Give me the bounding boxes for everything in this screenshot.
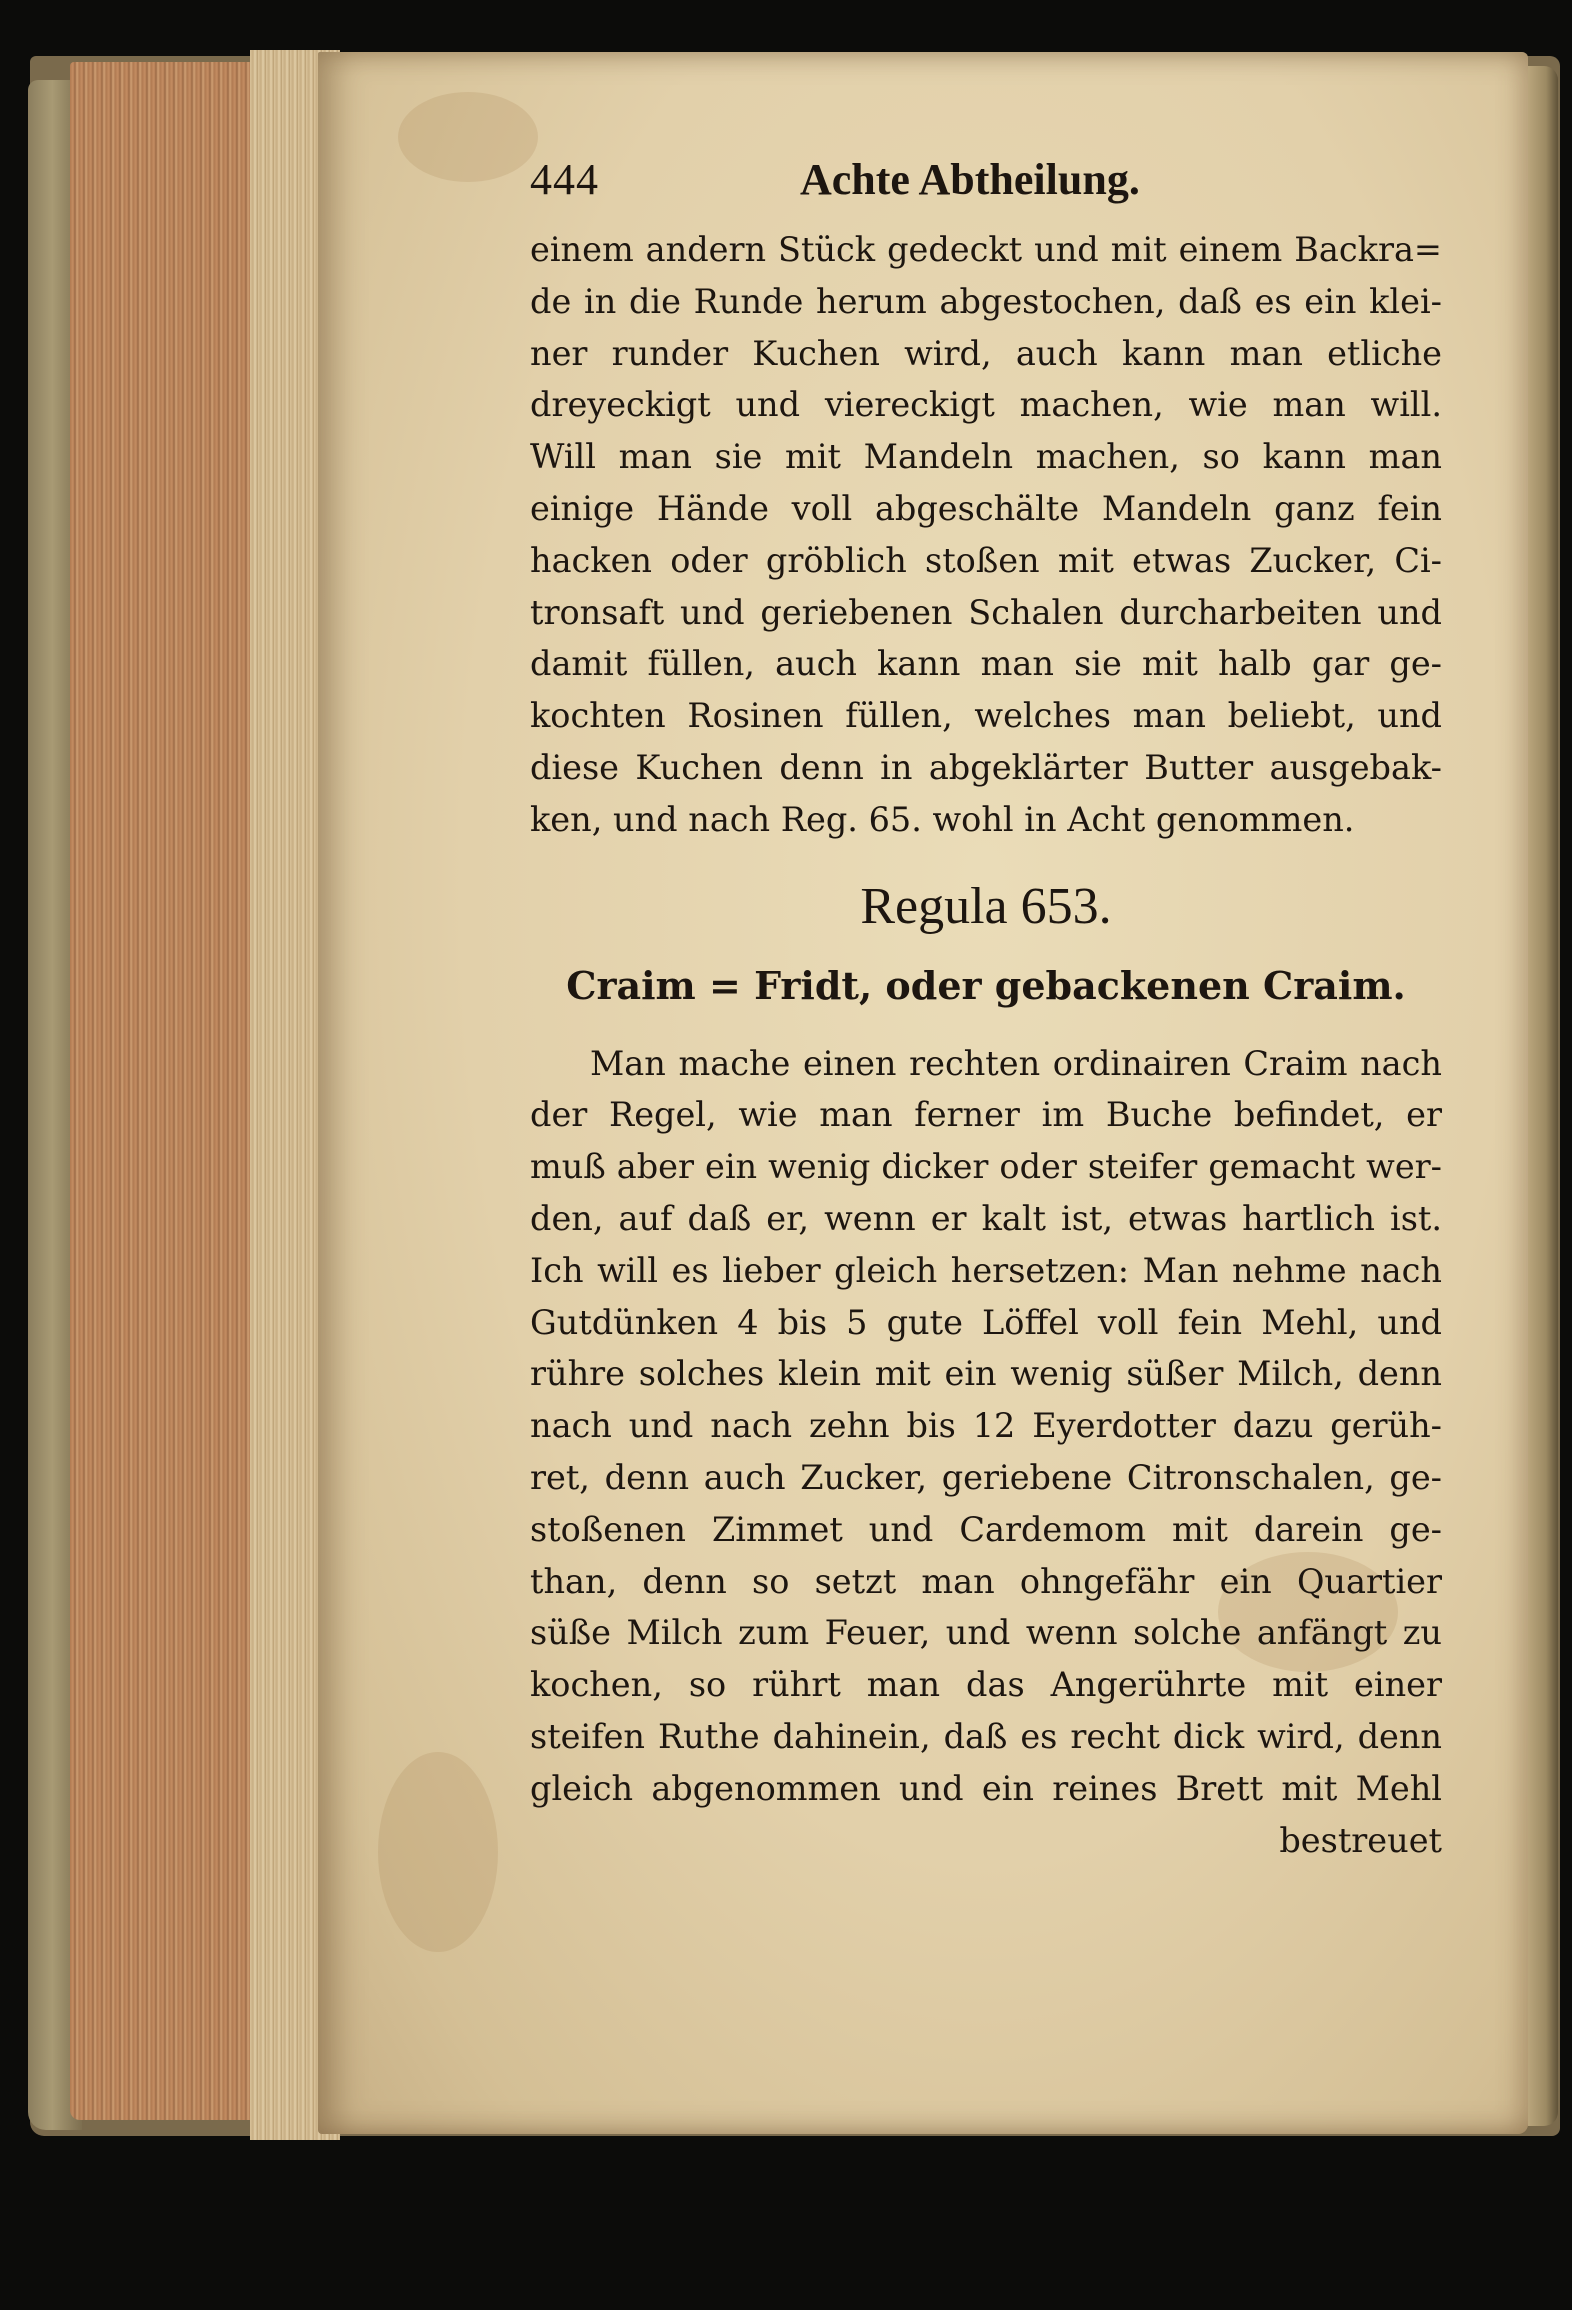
page-text bbox=[530, 150, 1442, 2310]
text-line: de in die Runde herum abgestochen, daß es ein klei- bbox=[530, 281, 1442, 321]
text-line: tronsaft und geriebenen Schalen durcharbeiten und bbox=[530, 592, 1442, 632]
text-line: ret, denn auch Zucker, geriebene Citronschalen, ge- bbox=[530, 1457, 1442, 1497]
continuation-paragraph bbox=[530, 224, 1442, 846]
text-line: gleich abgenommen und ein reines Brett mit Mehl bbox=[530, 1768, 1442, 1808]
running-head bbox=[530, 150, 1442, 224]
text-line: einige Hände voll abgeschälte Mandeln ganz fein bbox=[530, 488, 1442, 528]
text-line: ner runder Kuchen wird, auch kann man etliche bbox=[530, 333, 1442, 373]
text-line: kochen, so rührt man das Angerührte mit einer bbox=[530, 1665, 1442, 1705]
catchword: bestreuet bbox=[1279, 1820, 1442, 1860]
page-fore-edge bbox=[1528, 66, 1558, 2126]
text-line: Will man sie mit Mandeln machen, so kann man bbox=[530, 437, 1442, 477]
section-title: Craim = Fridt, oder gebackenen Craim. bbox=[566, 962, 1406, 1008]
text-line: Ich will es lieber gleich hersetzen: Man nehme nach bbox=[530, 1250, 1442, 1290]
text-line: Gutdünken 4 bis 5 gute Löffel voll fein Mehl, und bbox=[530, 1302, 1442, 1342]
text-line: den, auf daß er, wenn er kalt ist, etwas hartlich ist. bbox=[530, 1198, 1442, 1238]
page-number: 444 bbox=[530, 155, 599, 204]
text-line: steifen Ruthe dahinein, daß es recht dick wird, denn bbox=[530, 1716, 1442, 1756]
text-line: nach und nach zehn bis 12 Eyerdotter dazu gerüh- bbox=[530, 1406, 1442, 1446]
text-line: rühre solches klein mit ein wenig süßer Milch, denn bbox=[530, 1354, 1442, 1394]
text-line: hacken oder gröblich stoßen mit etwas Zucker, Ci- bbox=[530, 540, 1442, 580]
running-title: Achte Abtheilung. bbox=[800, 155, 1140, 204]
section-rule-number: Regula 653. bbox=[860, 877, 1112, 935]
text-line: stoßenen Zimmet und Cardemom mit darein ge- bbox=[530, 1509, 1442, 1549]
text-line: than, denn so setzt man ohngefähr ein Quartier bbox=[530, 1561, 1442, 1601]
text-line: muß aber ein wenig dicker oder steifer gemacht wer- bbox=[530, 1147, 1442, 1187]
text-line: kochten Rosinen füllen, welches man beliebt, und bbox=[530, 696, 1442, 736]
text-line: diese Kuchen denn in abgeklärter Butter ausgebak- bbox=[530, 747, 1442, 787]
text-line: damit füllen, auch kann man sie mit halb gar ge- bbox=[530, 644, 1442, 684]
text-line: einem andern Stück gedeckt und mit einem Backra= bbox=[530, 230, 1442, 269]
text-line: dreyeckigt und viereckigt machen, wie man will. bbox=[530, 385, 1442, 425]
foxing-stain bbox=[398, 92, 538, 182]
text-line: der Regel, wie man ferner im Buche befindet, er bbox=[530, 1095, 1442, 1135]
text-line: ken, und nach Reg. 65. wohl in Acht genommen. bbox=[530, 799, 1355, 839]
foxing-stain bbox=[378, 1752, 498, 1952]
body-paragraph bbox=[530, 1038, 1442, 1867]
text-line: süße Milch zum Feuer, und wenn solche anfängt zu bbox=[530, 1613, 1442, 1653]
text-line: Man mache einen rechten ordinairen Craim nach bbox=[590, 1043, 1442, 1083]
